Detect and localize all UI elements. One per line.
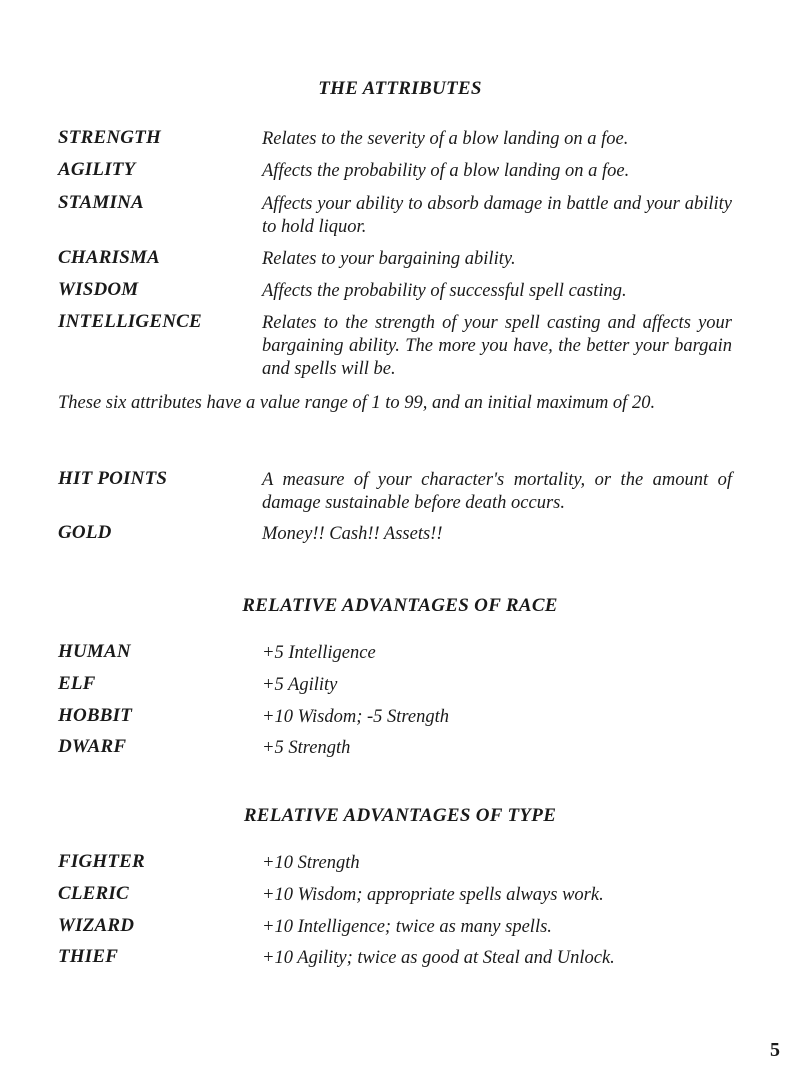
type-advantage-thief: +10 Agility; twice as good at Steal and Unlock. [262, 948, 615, 968]
attribute-term-charisma: CHARISMA [58, 247, 160, 268]
attribute-definition-wisdom: Affects the probability of successful spell casting. [262, 281, 627, 301]
attribute-term-stamina: STAMINA [58, 192, 144, 213]
attribute-definition-agility: Affects the probability of a blow landing on a foe. [262, 161, 630, 181]
race-heading: RELATIVE ADVANTAGES OF RACE [242, 595, 558, 616]
attribute-definition-intelligence: Relates to the strength of your spell casting and affects your bargaining ability. The more you have, the better your bargain and spells will be. [262, 313, 732, 379]
stat-definition-hit-points: A measure of your character's mortality, or the amount of damage sustainable before death occurs. [262, 470, 732, 513]
race-term-human: HUMAN [58, 641, 131, 662]
stat-term-gold: GOLD [58, 522, 112, 543]
attribute-term-agility: AGILITY [58, 159, 136, 180]
attributes-range-note: These six attributes have a value range of 1 to 99, and an initial maximum of 20. [58, 393, 656, 413]
race-term-hobbit: HOBBIT [58, 705, 133, 726]
type-term-wizard: WIZARD [58, 915, 135, 936]
type-advantage-cleric: +10 Wisdom; appropriate spells always work. [262, 885, 604, 905]
attribute-term-strength: STRENGTH [58, 127, 161, 148]
attribute-term-intelligence: INTELLIGENCE [58, 311, 202, 332]
type-advantage-wizard: +10 Intelligence; twice as many spells. [262, 917, 552, 937]
type-term-cleric: CLERIC [58, 883, 129, 904]
race-advantage-human: +5 Intelligence [262, 643, 376, 663]
stat-term-hit-points: HIT POINTS [58, 468, 168, 489]
type-heading: RELATIVE ADVANTAGES OF TYPE [243, 805, 557, 826]
race-advantage-dwarf: +5 Strength [262, 738, 351, 758]
type-advantage-fighter: +10 Strength [262, 853, 360, 873]
attribute-definition-stamina: Affects your ability to absorb damage in battle and your ability to hold liquor. [262, 194, 732, 237]
attribute-term-wisdom: WISDOM [58, 279, 139, 300]
race-term-dwarf: DWARF [58, 736, 127, 757]
stat-definition-gold: Money!! Cash!! Assets!! [262, 524, 443, 544]
page-number: 5 [770, 1039, 780, 1061]
attributes-heading: THE ATTRIBUTES [318, 78, 482, 99]
attribute-definition-strength: Relates to the severity of a blow landing on a foe. [262, 129, 629, 149]
type-term-thief: THIEF [58, 946, 119, 967]
attribute-definition-charisma: Relates to your bargaining ability. [262, 249, 516, 269]
type-term-fighter: FIGHTER [58, 851, 145, 872]
race-advantage-hobbit: +10 Wisdom; -5 Strength [262, 707, 450, 727]
race-term-elf: ELF [58, 673, 96, 694]
race-advantage-elf: +5 Agility [262, 675, 338, 695]
